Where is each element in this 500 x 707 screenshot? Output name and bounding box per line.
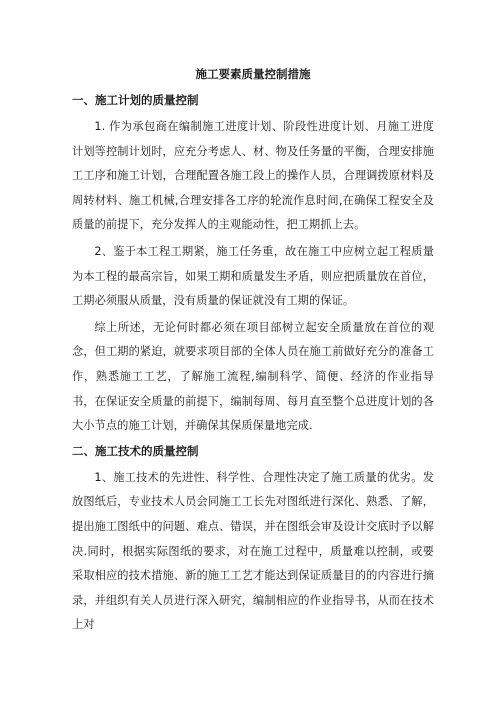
section-heading-plan-quality: 一、施工计划的质量控制 — [72, 93, 199, 107]
paragraph-plan-1: 1. 作为承包商在编制施工进度计划、阶段性进度计划、月施工进度计划等控制计划时，应充分考虑人、材、物及任务量的平衡，合理安排施工工序和施工计划，合理配置各施工段上的操作人员，合理调拨原材料及周转材料、施工机械,合理安排各工序的轮流作息时间,在确保工程安全及质量的前提下，充分发挥人的主观能动性，把工期抓上去。 — [72, 120, 434, 232]
paragraph-tech-1: 1、施工技术的先进性、科学性、合理性决定了施工质量的优劣。发放图纸后，专业技术人员会同施工工长先对图纸进行深化、熟悉、了解，提出施工图纸中的问题、难点、错误，并在图纸会审及设计交底时予以解决.同时，根据实际图纸的要求，对在施工过程中，质量难以控制，或要采取相应的技术措施、新的施工工艺才能达到保证质量目的的内容进行摘录，并组织有关人员进行深入研究，编制相应的作业指导书，从而在技术上对 — [72, 470, 434, 632]
section-heading-tech-quality: 二、施工技术的质量控制 — [72, 443, 199, 458]
document-title: 施工要素质量控制措施 — [195, 67, 311, 81]
paragraph-plan-summary: 综上所述，无论何时都必须在项目部树立起安全质量放在首位的观念，但工期的紧迫，就要求项目部的全体人员在施工前做好充分的准备工作，熟悉施工工艺，了解施工流程,编制科学、简便、经济的作业指导书，在保证安全质量的前提下，编制每周、每月直至整个总进度计划的各大小节点的施工计划，并确保其保质保量地完成. — [72, 320, 434, 433]
paragraph-plan-2: 2、鉴于本工程工期紧，施工任务重，故在施工中应树立起工程质量为本工程的最高宗旨，如果工期和质量发生矛盾，则应把质量放在首位，工期必须服从质量，没有质量的保证就没有工期的保证。 — [72, 244, 434, 308]
